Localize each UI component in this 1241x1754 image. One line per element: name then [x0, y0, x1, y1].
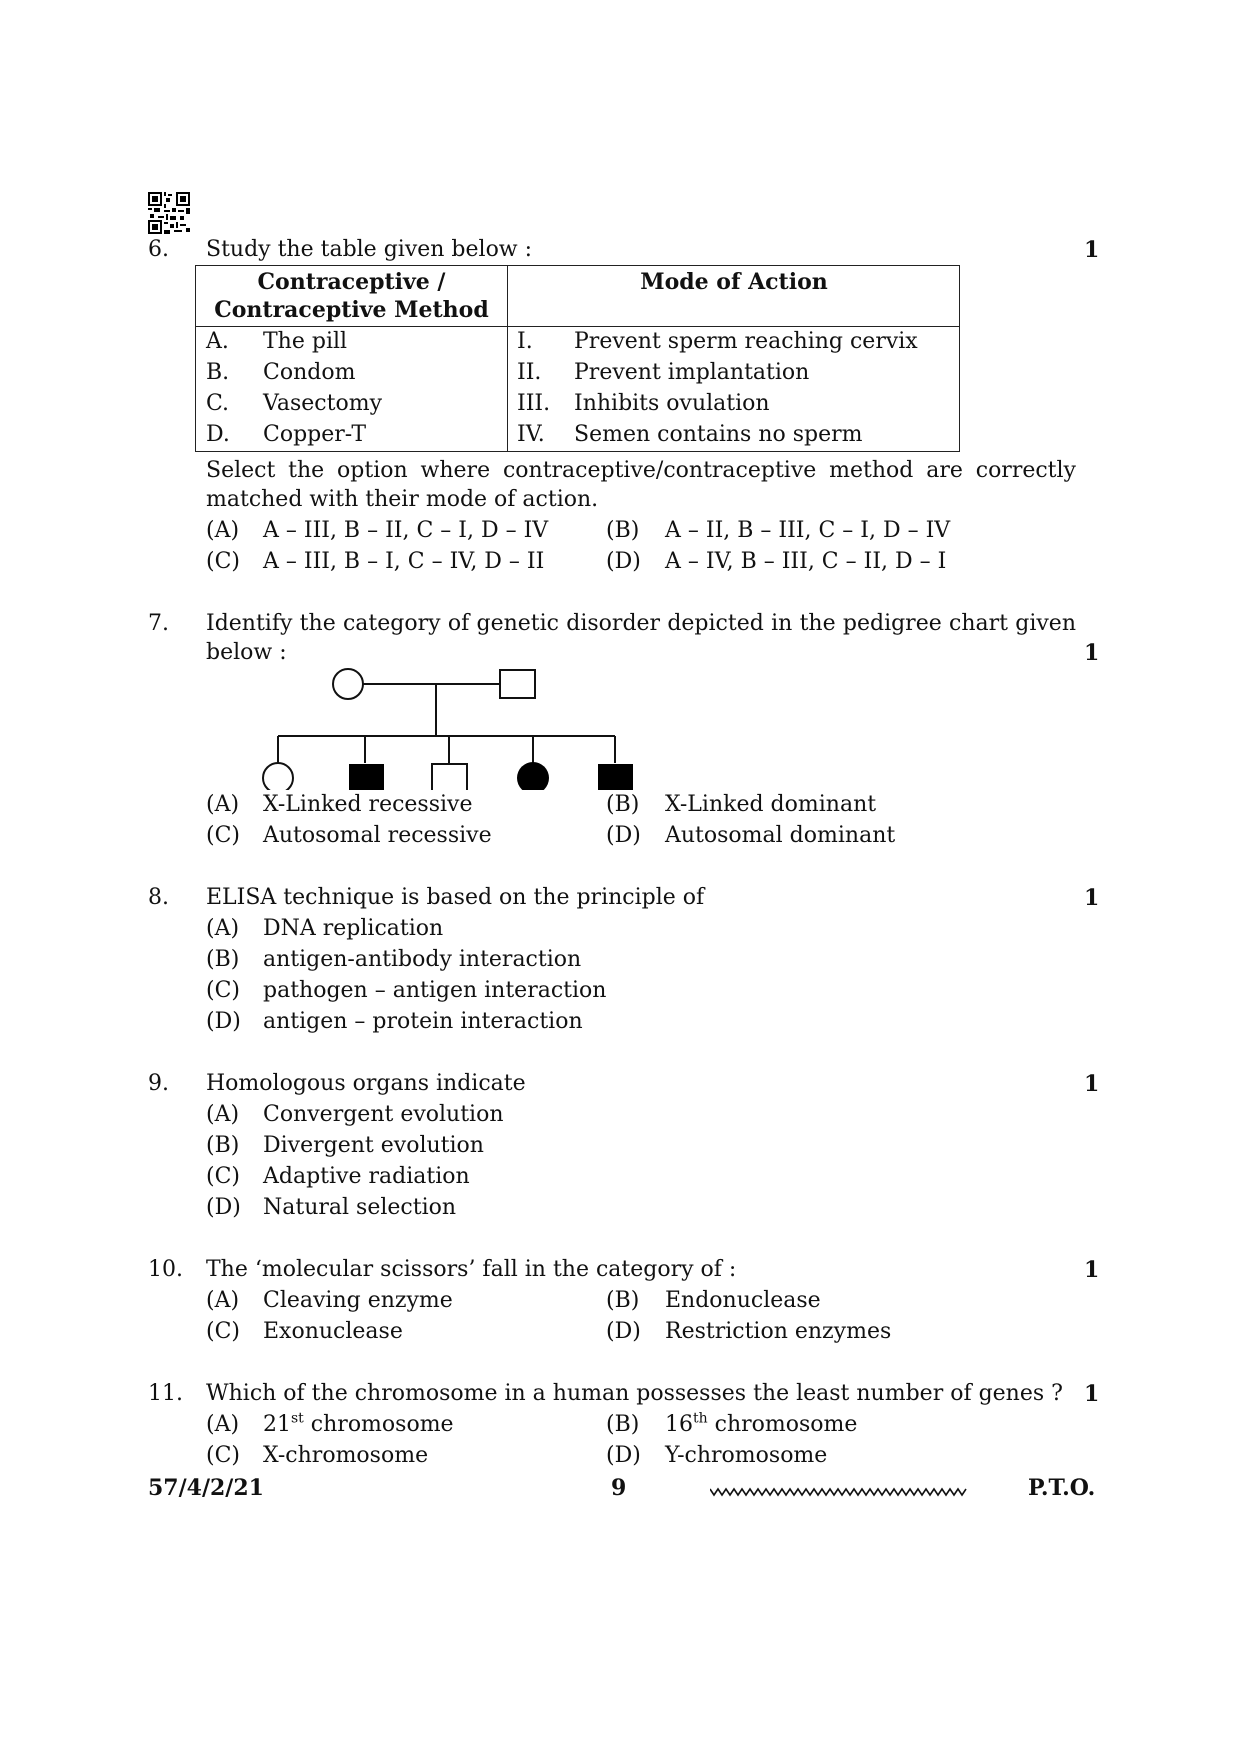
option-label: (A) — [206, 1102, 240, 1127]
table-row-key: B. — [206, 360, 230, 385]
option-text: X-Linked dominant — [665, 792, 877, 817]
option-text: X-Linked recessive — [263, 792, 473, 817]
option-text: Cleaving enzyme — [263, 1288, 453, 1313]
table-row-value: Vasectomy — [263, 391, 382, 416]
table-row-value: Prevent implantation — [574, 360, 810, 385]
question-marks: 1 — [1084, 1071, 1100, 1097]
table-row-key: I. — [517, 329, 533, 354]
table-row-key: C. — [206, 391, 230, 416]
option-label: (C) — [206, 1443, 240, 1468]
option-text: Adaptive radiation — [263, 1164, 470, 1189]
option-text: Divergent evolution — [263, 1133, 484, 1158]
option-label: (C) — [206, 549, 240, 574]
question-number: 6. — [148, 237, 169, 262]
option-label: (C) — [206, 1164, 240, 1189]
male-unaffected-icon — [500, 670, 535, 698]
option-label: (C) — [206, 823, 240, 848]
option-label: (B) — [206, 947, 240, 972]
table-row-key: D. — [206, 422, 230, 447]
option-label: (C) — [206, 1319, 240, 1344]
question-marks: 1 — [1084, 1257, 1100, 1283]
table-row-key: III. — [517, 391, 551, 416]
question-stem: Study the table given below : — [206, 237, 533, 262]
option-label: (B) — [606, 1412, 640, 1437]
option-label: (D) — [206, 1195, 241, 1220]
option-label: (B) — [206, 1133, 240, 1158]
question-number: 7. — [148, 611, 169, 636]
option-text: Natural selection — [263, 1195, 457, 1220]
table-header-left: Contraceptive / Contraceptive Method — [214, 269, 489, 323]
table-row-value: Copper-T — [263, 422, 367, 447]
wavy-line-icon — [710, 1486, 970, 1498]
option-label: (D) — [206, 1009, 241, 1034]
option-text: DNA replication — [263, 916, 444, 941]
pto-label: P.T.O. — [1028, 1475, 1096, 1501]
option-label: (B) — [606, 792, 640, 817]
option-text: X-chromosome — [263, 1443, 429, 1468]
pedigree-chart — [250, 660, 650, 790]
option-label: (B) — [606, 1288, 640, 1313]
table-row-value: The pill — [263, 329, 348, 354]
question-stem: ELISA technique is based on the principle of — [206, 885, 705, 910]
contraceptive-table — [195, 265, 960, 452]
option-text: A – III, B – I, C – IV, D – II — [263, 549, 545, 574]
question-stem: Identify the category of genetic disorder depicted in the pedigree chart given — [206, 611, 1076, 636]
paper-code: 57/4/2/21 — [148, 1475, 264, 1501]
option-text: A – IV, B – III, C – II, D – I — [665, 549, 947, 574]
option-label: (A) — [206, 916, 240, 941]
option-label: (B) — [606, 518, 640, 543]
table-row-value: Prevent sperm reaching cervix — [574, 329, 918, 354]
option-text: 16th chromosome — [665, 1410, 858, 1437]
question-stem: Which of the chromosome in a human possesses the least number of genes ? — [206, 1381, 1063, 1406]
table-row-key: IV. — [517, 422, 545, 447]
option-text: 21st chromosome — [263, 1410, 454, 1437]
male-affected-icon — [349, 764, 384, 790]
page-number: 9 — [611, 1475, 627, 1501]
option-text: Y-chromosome — [665, 1443, 828, 1468]
table-row-key: A. — [206, 329, 229, 354]
option-label: (D) — [606, 1319, 641, 1344]
table-row-key: II. — [517, 360, 542, 385]
question-marks: 1 — [1084, 640, 1100, 666]
option-label: (A) — [206, 1288, 240, 1313]
option-text: pathogen – antigen interaction — [263, 978, 607, 1003]
question-marks: 1 — [1084, 237, 1100, 263]
option-text: Autosomal recessive — [263, 823, 492, 848]
question-instruction: Select the option where contraceptive/contraceptive method are correctly — [206, 458, 1076, 483]
male-unaffected-icon — [432, 764, 467, 790]
question-number: 11. — [148, 1381, 183, 1406]
table-header-right: Mode of Action — [640, 269, 828, 295]
option-label: (D) — [606, 1443, 641, 1468]
male-affected-icon — [598, 764, 633, 790]
option-text: Convergent evolution — [263, 1102, 504, 1127]
question-number: 10. — [148, 1257, 183, 1282]
option-text: Autosomal dominant — [665, 823, 896, 848]
question-number: 9. — [148, 1071, 169, 1096]
option-text: antigen – protein interaction — [263, 1009, 583, 1034]
option-text: antigen-antibody interaction — [263, 947, 582, 972]
option-text: Restriction enzymes — [665, 1319, 892, 1344]
qr-code-icon — [148, 192, 190, 234]
female-unaffected-icon — [263, 763, 293, 790]
table-row-value: Condom — [263, 360, 356, 385]
option-label: (A) — [206, 1412, 240, 1437]
option-text: Endonuclease — [665, 1288, 821, 1313]
table-row-value: Inhibits ovulation — [574, 391, 770, 416]
question-stem: Homologous organs indicate — [206, 1071, 526, 1096]
female-affected-icon — [517, 762, 549, 790]
option-label: (A) — [206, 518, 240, 543]
question-marks: 1 — [1084, 1381, 1100, 1407]
option-label: (A) — [206, 792, 240, 817]
option-label: (D) — [606, 823, 641, 848]
option-text: A – III, B – II, C – I, D – IV — [263, 518, 549, 543]
question-stem: The ‘molecular scissors’ fall in the category of : — [206, 1257, 737, 1282]
option-label: (D) — [606, 549, 641, 574]
question-marks: 1 — [1084, 885, 1100, 911]
option-text: A – II, B – III, C – I, D – IV — [665, 518, 951, 543]
question-stem: below : — [206, 640, 287, 665]
female-unaffected-icon — [333, 669, 363, 699]
option-text: Exonuclease — [263, 1319, 403, 1344]
table-row-value: Semen contains no sperm — [574, 422, 863, 447]
option-label: (C) — [206, 978, 240, 1003]
question-number: 8. — [148, 885, 169, 910]
question-instruction: matched with their mode of action. — [206, 487, 599, 512]
